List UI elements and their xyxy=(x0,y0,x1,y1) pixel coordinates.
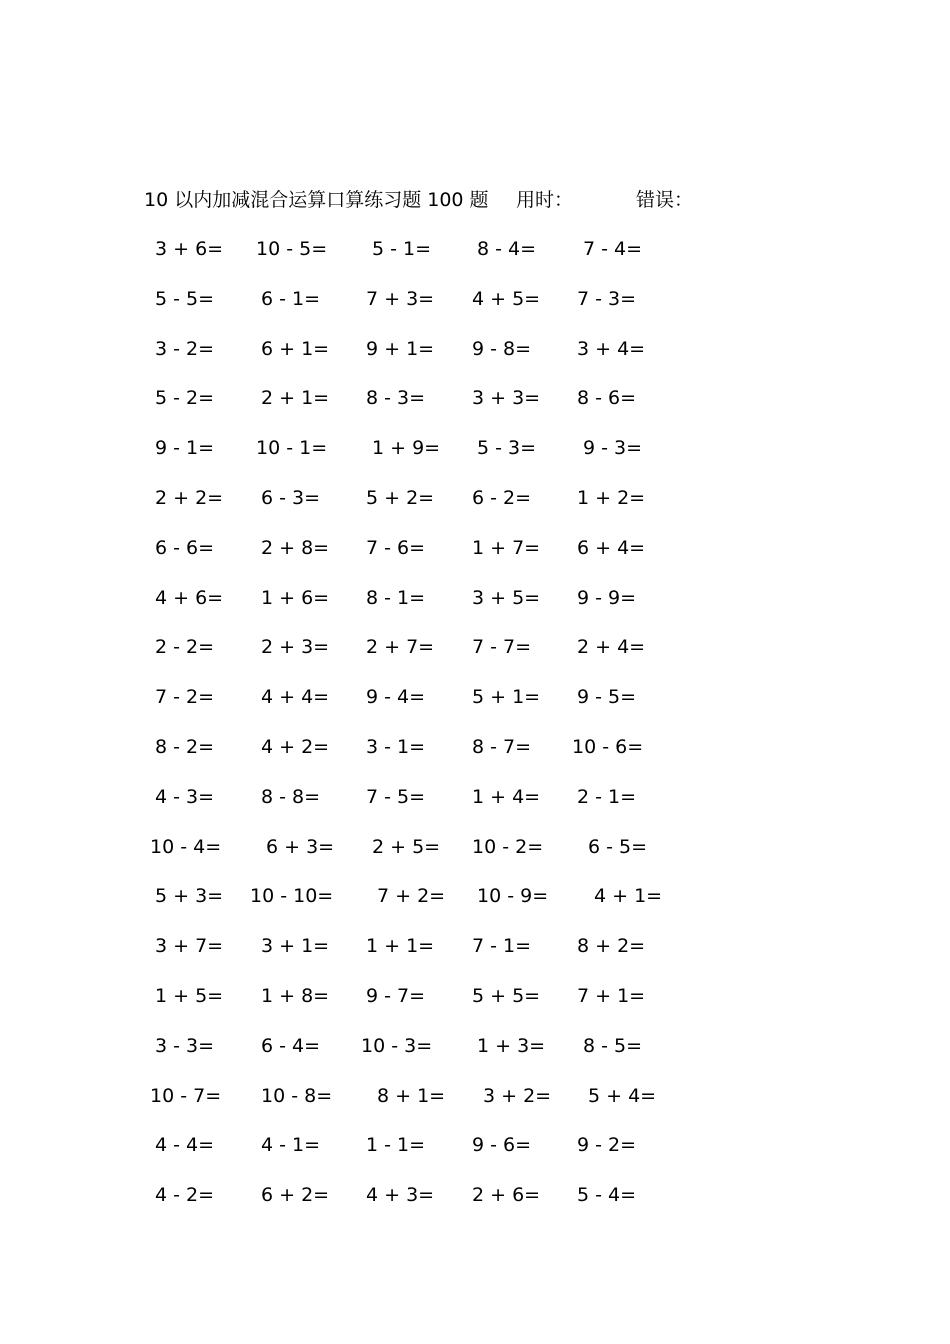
arithmetic-problem: 7 - 7= xyxy=(472,636,532,659)
arithmetic-problem: 10 - 1= xyxy=(256,437,328,460)
arithmetic-problem: 1 + 7= xyxy=(472,536,541,559)
arithmetic-problem: 3 + 1= xyxy=(261,935,330,958)
arithmetic-problem: 8 - 7= xyxy=(472,735,532,758)
arithmetic-problem: 6 + 2= xyxy=(261,1184,330,1207)
time-used-label: 用时： xyxy=(516,189,574,211)
problem-grid xyxy=(0,232,950,1228)
arithmetic-problem: 2 + 6= xyxy=(472,1184,541,1207)
arithmetic-problem: 3 + 5= xyxy=(472,586,541,609)
problem-row xyxy=(0,830,950,880)
problem-row xyxy=(0,780,950,830)
problem-row xyxy=(0,979,950,1029)
arithmetic-problem: 10 - 3= xyxy=(361,1034,433,1057)
arithmetic-problem: 2 + 1= xyxy=(261,387,330,410)
arithmetic-problem: 5 + 4= xyxy=(588,1084,657,1107)
arithmetic-problem: 3 - 3= xyxy=(155,1034,215,1057)
problem-row xyxy=(0,282,950,332)
arithmetic-problem: 9 - 8= xyxy=(472,337,532,360)
arithmetic-problem: 8 - 3= xyxy=(366,387,426,410)
problem-row xyxy=(0,1178,950,1228)
problem-row xyxy=(0,879,950,929)
arithmetic-problem: 6 - 5= xyxy=(588,835,648,858)
arithmetic-problem: 1 + 3= xyxy=(477,1034,546,1057)
arithmetic-problem: 10 - 10= xyxy=(250,885,334,908)
arithmetic-problem: 8 - 1= xyxy=(366,586,426,609)
arithmetic-problem: 4 + 2= xyxy=(261,735,330,758)
arithmetic-problem: 9 - 7= xyxy=(366,984,426,1007)
arithmetic-problem: 7 - 5= xyxy=(366,785,426,808)
arithmetic-problem: 5 - 3= xyxy=(477,437,537,460)
arithmetic-problem: 7 + 1= xyxy=(577,984,646,1007)
arithmetic-problem: 7 - 4= xyxy=(583,238,643,260)
arithmetic-problem: 8 - 4= xyxy=(477,238,537,260)
arithmetic-problem: 7 - 2= xyxy=(155,686,215,709)
arithmetic-problem: 9 - 9= xyxy=(577,586,637,609)
arithmetic-problem: 9 - 1= xyxy=(155,437,215,460)
arithmetic-problem: 4 + 6= xyxy=(155,586,224,609)
arithmetic-problem: 8 - 8= xyxy=(261,785,321,808)
arithmetic-problem: 7 - 1= xyxy=(472,935,532,958)
arithmetic-problem: 4 - 4= xyxy=(155,1134,215,1157)
problem-row xyxy=(0,929,950,979)
arithmetic-problem: 10 - 5= xyxy=(256,238,328,260)
arithmetic-problem: 2 + 7= xyxy=(366,636,435,659)
arithmetic-problem: 3 + 4= xyxy=(577,337,646,360)
arithmetic-problem: 6 - 3= xyxy=(261,486,321,509)
arithmetic-problem: 9 - 5= xyxy=(577,686,637,709)
arithmetic-problem: 7 - 3= xyxy=(577,287,637,310)
arithmetic-problem: 2 - 1= xyxy=(577,785,637,808)
arithmetic-problem: 9 + 1= xyxy=(366,337,435,360)
arithmetic-problem: 1 + 6= xyxy=(261,586,330,609)
arithmetic-problem: 5 - 1= xyxy=(372,238,432,260)
arithmetic-problem: 2 - 2= xyxy=(155,636,215,659)
problem-row xyxy=(0,1029,950,1079)
arithmetic-problem: 3 + 2= xyxy=(483,1084,552,1107)
arithmetic-problem: 1 + 5= xyxy=(155,984,224,1007)
arithmetic-problem: 5 + 1= xyxy=(472,686,541,709)
arithmetic-problem: 8 - 2= xyxy=(155,735,215,758)
problem-row xyxy=(0,381,950,431)
arithmetic-problem: 10 - 4= xyxy=(150,835,222,858)
arithmetic-problem: 1 + 2= xyxy=(577,486,646,509)
problem-row xyxy=(0,630,950,680)
arithmetic-problem: 6 + 3= xyxy=(266,835,335,858)
problem-row xyxy=(0,232,950,282)
arithmetic-problem: 10 - 9= xyxy=(477,885,549,908)
problem-row xyxy=(0,581,950,631)
arithmetic-problem: 3 + 3= xyxy=(472,387,541,410)
arithmetic-problem: 7 + 2= xyxy=(377,885,446,908)
arithmetic-problem: 7 + 3= xyxy=(366,287,435,310)
arithmetic-problem: 7 - 6= xyxy=(366,536,426,559)
arithmetic-problem: 10 - 7= xyxy=(150,1084,222,1107)
arithmetic-problem: 9 - 4= xyxy=(366,686,426,709)
arithmetic-problem: 6 - 2= xyxy=(472,486,532,509)
arithmetic-problem: 1 - 1= xyxy=(366,1134,426,1157)
arithmetic-problem: 5 - 5= xyxy=(155,287,215,310)
arithmetic-problem: 8 - 6= xyxy=(577,387,637,410)
arithmetic-problem: 4 + 4= xyxy=(261,686,330,709)
arithmetic-problem: 2 + 4= xyxy=(577,636,646,659)
arithmetic-problem: 3 - 2= xyxy=(155,337,215,360)
arithmetic-problem: 10 - 8= xyxy=(261,1084,333,1107)
problem-row xyxy=(0,680,950,730)
arithmetic-problem: 2 + 8= xyxy=(261,536,330,559)
problem-row xyxy=(0,1079,950,1129)
arithmetic-problem: 1 + 8= xyxy=(261,984,330,1007)
arithmetic-problem: 9 - 3= xyxy=(583,437,643,460)
worksheet-header xyxy=(144,186,844,214)
problem-row xyxy=(0,431,950,481)
arithmetic-problem: 8 - 5= xyxy=(583,1034,643,1057)
arithmetic-problem: 6 - 1= xyxy=(261,287,321,310)
arithmetic-problem: 1 + 1= xyxy=(366,935,435,958)
arithmetic-problem: 5 + 2= xyxy=(366,486,435,509)
arithmetic-problem: 2 + 2= xyxy=(155,486,224,509)
arithmetic-problem: 4 - 1= xyxy=(261,1134,321,1157)
errors-label: 错误： xyxy=(636,189,694,211)
arithmetic-problem: 4 + 5= xyxy=(472,287,541,310)
arithmetic-problem: 8 + 1= xyxy=(377,1084,446,1107)
arithmetic-problem: 2 + 5= xyxy=(372,835,441,858)
problem-row xyxy=(0,1128,950,1178)
arithmetic-problem: 4 + 3= xyxy=(366,1184,435,1207)
arithmetic-problem: 3 + 7= xyxy=(155,935,224,958)
arithmetic-problem: 4 + 1= xyxy=(594,885,663,908)
arithmetic-problem: 10 - 2= xyxy=(472,835,544,858)
problem-row xyxy=(0,730,950,780)
problem-row xyxy=(0,531,950,581)
arithmetic-problem: 6 - 4= xyxy=(261,1034,321,1057)
arithmetic-problem: 1 + 4= xyxy=(472,785,541,808)
arithmetic-problem: 3 + 6= xyxy=(155,238,224,260)
arithmetic-problem: 6 - 6= xyxy=(155,536,215,559)
arithmetic-problem: 4 - 2= xyxy=(155,1184,215,1207)
arithmetic-problem: 10 - 6= xyxy=(572,735,644,758)
arithmetic-problem: 5 + 5= xyxy=(472,984,541,1007)
problem-row xyxy=(0,481,950,531)
arithmetic-problem: 6 + 4= xyxy=(577,536,646,559)
arithmetic-problem: 5 + 3= xyxy=(155,885,224,908)
problem-row xyxy=(0,332,950,382)
worksheet-title: 10 以内加减混合运算口算练习题 100 题 xyxy=(144,189,489,211)
arithmetic-problem: 5 - 2= xyxy=(155,387,215,410)
arithmetic-problem: 9 - 6= xyxy=(472,1134,532,1157)
arithmetic-problem: 8 + 2= xyxy=(577,935,646,958)
arithmetic-problem: 6 + 1= xyxy=(261,337,330,360)
arithmetic-problem: 2 + 3= xyxy=(261,636,330,659)
arithmetic-problem: 9 - 2= xyxy=(577,1134,637,1157)
arithmetic-problem: 4 - 3= xyxy=(155,785,215,808)
arithmetic-problem: 5 - 4= xyxy=(577,1184,637,1207)
arithmetic-problem: 3 - 1= xyxy=(366,735,426,758)
arithmetic-problem: 1 + 9= xyxy=(372,437,441,460)
